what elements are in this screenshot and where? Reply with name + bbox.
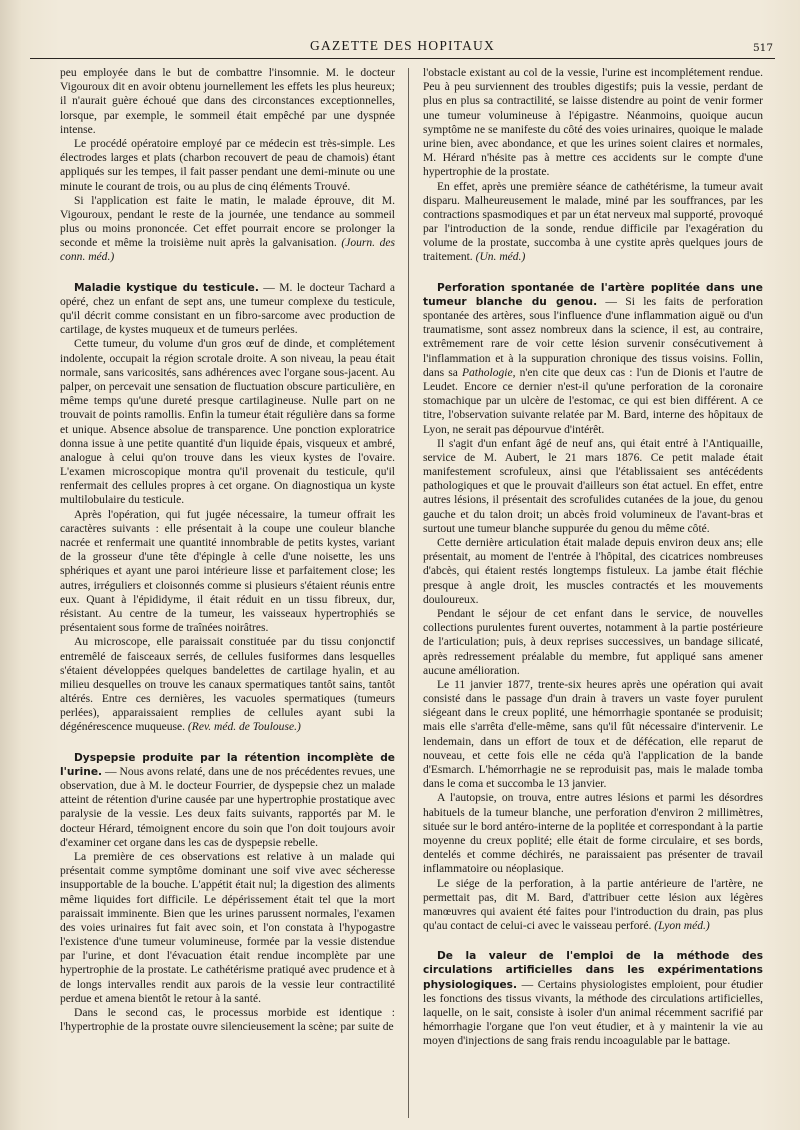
paragraph: Dans le second cas, le processus morbide est identique : l'hypertrophie de la prostate ouvre silencieusement la scène; par suite de	[60, 1007, 395, 1034]
page-number: 517	[752, 42, 773, 54]
paragraph-text: En effet, après une première séance de cathétérisme, la tumeur avait disparu. Malheureusement le malade, miné par les souffrances, par les contractions spasmodiques et par un état nerveux mal supporté, provoqué par l'introduction de la sonde, rendue difficile par l'exagération du volume de la prostate, succomba à une cystite après quelques jours de traitement.	[423, 180, 763, 264]
paragraph: Il s'agit d'un enfant âgé de neuf ans, qui était entré à l'Antiquaille, service de M. Aubert, le 21 mars 1876. Ce petit malade était manifestement scrofuleux, ainsi que l'établissaient ses antécédents pathologiques et que le prouvait d'ailleurs son état actuel. En effet, entre autres lésions, il présentait des scrofulides cutanées de la joue, du genou gauche et du talon droit; un abcès froid volumineux de l'avant-bras et surtout une tumeur blanche suppurée du genou du même côté.	[423, 437, 763, 535]
section-heading: Maladie kystique du testicule.	[74, 281, 259, 294]
section-heading: Dyspepsie produite par la rétention incomplète de l'urine.	[60, 751, 395, 778]
paragraph: Pendant le séjour de cet enfant dans le service, de nouvelles collections purulentes furent ouvertes, notamment à la partie postérieure de l'articulation; puis, à deux reprises successives, un bandage silicaté, après redressement préalable du membre, fut appliqué sans amener aucune amélioration.	[423, 607, 763, 677]
section-heading: Perforation spontanée de l'artère poplitée dans une tumeur blanche du genou.	[423, 281, 763, 308]
paragraph-text: Le siége de la perforation, à la partie antérieure de l'artère, ne permettait pas, dit M. Bard, d'attribuer cette lésion aux légères manœuvres qui avaient été faites pour l'introduction du drain, pas plus qu'au contact de celui-ci avec le vaisseau perforé.	[423, 877, 763, 933]
paragraph-text: Au microscope, elle paraissait constituée par du tissu conjonctif entremêlé de faisceaux serrés, de cellules fusiformes dans lesquelles s'étaient développées quelques bandelettes de cartilage hyalin, et au milieu desquelles on trouve les canaux spermatiques tantôt sains, tantôt altérés. Entre ces dernières, les vacuoles spermatiques (tumeurs perlées), apparaissaient remplies de cellules ayant subi la dégénérescence muqueuse.	[60, 636, 395, 734]
section-perforation	[423, 281, 763, 437]
paragraph: Après l'opération, qui fut jugée nécessaire, la tumeur offrait les caractères suivants : elle présentait à la coupe une couleur blanche nacrée et renfermait une quantité innombrable de petits kystes, variant de la grosseur d'une tête d'épingle à celle d'une noisette, les uns sphériques et ayant une paroi intérieure lisse et parfaitement close; les autres, irréguliers et cloisonnés comme si plusieurs s'étaient réunis entre eux. Quant à l'épididyme, il était réduit en un tissu fibreux, dur, résistant. Au centre de la tumeur, les vaisseaux hypertrophiés se présentaient sous forme de traînées noirâtres.	[60, 508, 395, 635]
paragraph: A l'autopsie, on trouva, entre autres lésions et parmi les désordres habituels de la tumeur blanche, une perforation d'environ 2 millimètres, située sur le bord antéro-interne de la poplitée et correspondant à la partie moyenne du creux poplité; elle était de forme circulaire, et ses bords, dentelés et comme déchirés, ne paraissaient pas présenter de travail inflammatoire ou néoplasique.	[423, 792, 763, 876]
paragraph	[60, 635, 395, 734]
paragraph	[423, 180, 763, 265]
paragraph-text: n'en cite que deux cas : l'un de Dionis et l'autre de Leudet. Encore ce dernier n'est-il qu'une perforation de la coronaire stomachique par un ulcère de l'estomac, ce qui est bien différent. A ce titre, l'observation suivante relatée par M. Bard, interne des hôpitaux de Lyon, ne serait pas dépourvue d'intérêt.	[423, 366, 763, 436]
source-citation: (Lyon méd.)	[654, 920, 710, 933]
paragraph: Cette dernière articulation était malade depuis environ deux ans; elle présentait, au moment de l'entrée à l'hôpital, des cicatrices nombreuses d'abcès, qui étaient restés longtemps fistuleux. La jambe était fléchie presque à angle droit, les muscles contractés et les mouvements douloureux.	[423, 537, 763, 606]
paragraph	[60, 194, 395, 265]
source-citation: (Journ. des conn. méd.)	[60, 237, 395, 264]
paragraph-text: Si l'application est faite le matin, le malade éprouve, dit M. Vigouroux, pendant le reste de la journée, une tendance au sommeil plus ou moins prononcée. Cet effet pourrait encore se prolonger la seconde et même la troisième nuit après la galvanisation.	[60, 194, 395, 250]
section-testicule	[60, 281, 395, 338]
paragraph: Cette tumeur, du volume d'un gros œuf de dinde, et complétement indolente, occupait la région scrotale droite. A son niveau, la peau était normale, sans varicosités, sans adhérences avec l'organe sous-jacent. Au palper, on percevait une sensation de fluctuation obscure particulière, en même temps qu'une dureté presque cartilagineuse. Nulle part on ne trouvait de points ramollis. Enfin la tumeur était régulière dans sa forme et unique. Absence absolue de transparence. Une ponction exploratrice donna issue à une petite quantité d'un liquide épais, visqueux et ambré, analogue à celui qu'on trouve dans les vieux kystes de l'ovaire. L'examen microscopique montra qu'il provenait du testicule, qu'il renfermait des cellules propres à cet organe. On diagnostiqua un kyste multilobulaire du testicule.	[60, 338, 395, 507]
paragraph: Le 11 janvier 1877, trente-six heures après une opération qui avait consisté dans le passage d'un drain à travers un vaste foyer purulent siégeant dans le creux poplité, une hémorrhagie spontanée se produisit; mais elle s'arrêta d'elle-même, sans qu'il fût nécessaire d'intervenir. Le lendemain, dans un effort de toux et de défécation, elle reparut de nouveau, et cette fois elle ne céda qu'à l'application de la bande d'Esmarch. L'hémorrhagie ne se reproduisit pas, mais le malade tomba dans le coma et succomba le 13 janvier.	[423, 678, 763, 791]
paragraph-text: — Si les faits de perforation spontanée des artères, sous l'influence d'une inflammation aiguë ou d'un traumatisme, sont assez nombreux dans la science, il est, au contraire, extrêmement rare de voir cette lésion survenir consécutivement à l'inflammation et à la suppuration chronique des tissus voisins. Follin, dans sa	[423, 295, 764, 379]
column-divider	[408, 68, 409, 1118]
source-citation: (Un. méd.)	[475, 251, 526, 264]
section-dyspepsie	[60, 751, 395, 850]
book-title: Pathologie,	[461, 366, 516, 379]
paragraph-text: — Nous avons relaté, dans une de nos précédentes revues, une observation, due à M. le docteur Fourrier, de dyspepsie chez un malade atteint de rétention d'urine causée par une hypertrophie prostatique avec paralysie de la vessie. Les deux faits suivants, rapportés par M. le docteur Hérard, témoignent encore du soin que l'on doit toujours avoir d'examiner cet organe dans les cas de dyspepsie rebelle.	[60, 765, 395, 849]
running-title: GAZETTE DES HOPITAUX	[310, 38, 495, 53]
paragraph-text: — Certains physiologistes emploient, pour étudier les fonctions des tissus vivants, la méthode des circulations artificielles, laquelle, on le sait, consiste à isoler d'un animal récemment sacrifié par hémorrhagie l'organe que l'on veut étudier, et à y maintenir la vie au moyen d'injections de sang frais rendu incoagulable par le battage.	[423, 978, 764, 1048]
right-column	[423, 66, 763, 1049]
paragraph: La première de ces observations est relative à un malade qui présentait comme symptôme dominant une soif vive avec sécheresse insupportable de la bouche. L'appétit était nul; la digestion des aliments même liquides fort difficile. Le dépérissement était tel que la mort paraissait imminente. Bien que les urines parussent normales, l'examen des voies urinaires fut fait avec soin, et l'on constata à l'hypogastre l'existence d'une tumeur volumineuse, formée par la vessie distendue par l'urine, et dont l'évacuation était rendue incomplète par une hypertrophie de la prostate. Le cathétérisme pratiqué avec prudence et à de longs intervalles rendit aux parois de la vessie leur contractilité perdue et amena bientôt le retour à la santé.	[60, 850, 395, 1005]
paragraph: Le procédé opératoire employé par ce médecin est très-simple. Les électrodes larges et plats (charbon recouvert de peau de chamois) étant appliqués sur les tempes, il fait passer pendant une demi-minute ou une minute le courant de trois, ou au plus de cinq éléments Trouvé.	[60, 137, 395, 193]
section-circulations	[423, 949, 763, 1048]
paragraph	[423, 877, 763, 934]
paragraph: l'obstacle existant au col de la vessie, l'urine est incomplétement rendue. Peu à peu surviennent des troubles digestifs; puis la vessie, perdant de plus en plus sa contractilité, se laisse distendre au point de venir former une tumeur volumineuse à l'épigastre. Néanmoins, quoique aucun symptôme ne se manifeste du côté des voies urinaires, quoique le malade urine bien, avec abondance, et que les urines soient claires et normales, M. Hérard n'hésite pas à mettre ces accidents sur le compte d'une hypertrophie de la prostate.	[423, 67, 763, 179]
section-heading: De la valeur de l'emploi de la méthode des circulations artificielles dans les expérimentations physiologiques.	[423, 950, 763, 991]
left-column	[60, 66, 395, 1034]
page-header	[30, 36, 775, 59]
paragraph-text: — M. le docteur Tachard a opéré, chez un enfant de sept ans, une tumeur complexe du testicule, qu'il décrit comme consistant en un fibro-sarcome avec production de cartilage, de kystes muqueux et de tumeurs perlées.	[60, 281, 396, 337]
paragraph: peu employée dans le but de combattre l'insomnie. M. le docteur Vigouroux dit en avoir obtenu journellement les effets les plus heureux; il n'aurait guère échoué que dans des circonstances exceptionnelles, lorsque, par exemple, le sommeil était empêché par une dyspnée intense.	[60, 67, 395, 136]
source-citation: (Rev. méd. de Toulouse.)	[187, 721, 301, 734]
